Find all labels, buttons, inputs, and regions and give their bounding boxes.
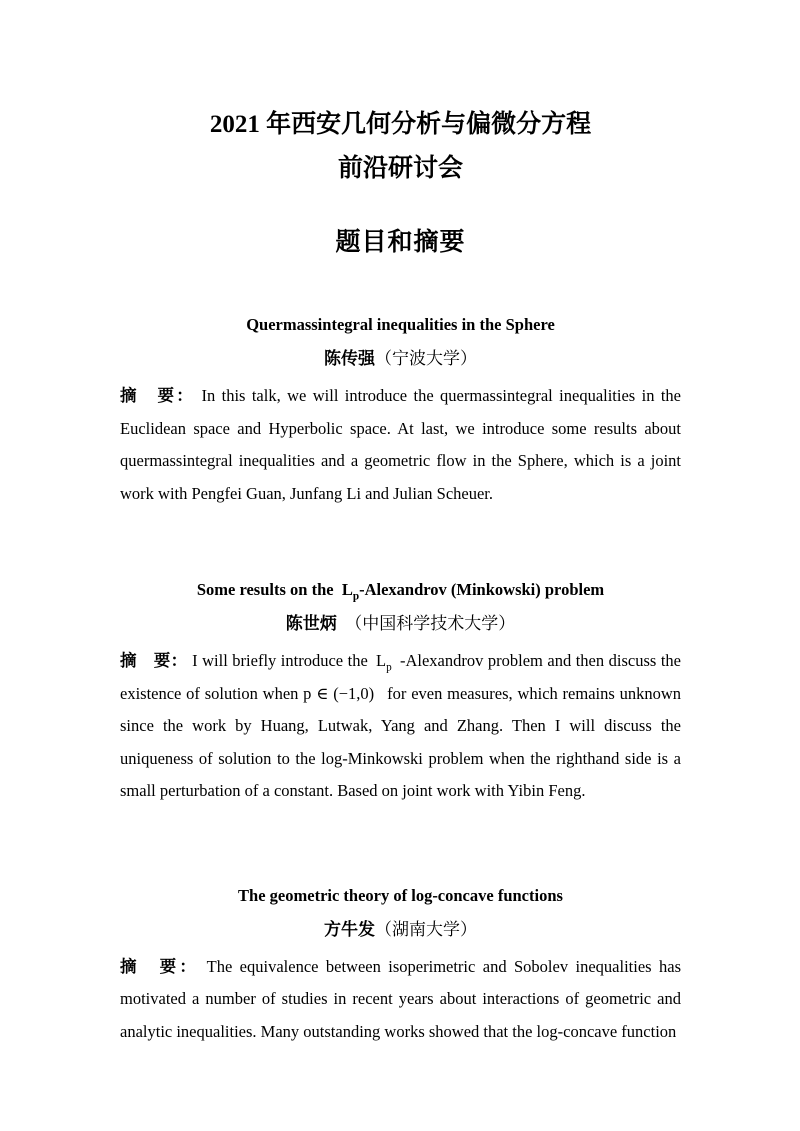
author-name: 陈世炳 [285, 614, 337, 633]
author-affiliation: （宁波大学） [375, 349, 477, 368]
section-heading: 题目和摘要 [335, 229, 466, 256]
abstract-paragraph [120, 380, 681, 510]
document-title-line1: 2021 年西安几何分析与偏微分方程 [209, 111, 592, 138]
abstract-label: 摘 要： [120, 956, 207, 976]
abstract-text: The equivalence between isoperimetric and Sobolev inequalities has motivated a number of studies in recent years about interactions of geometric and analytic inequalities. Many outstanding works showed that the log-concave function [120, 956, 681, 1041]
abstract-label: 摘 要： [120, 386, 202, 405]
author-name: 陈传强 [324, 349, 375, 368]
talk-title-subscript: p [352, 590, 360, 603]
abstract-text: In this talk, we will introduce the quermassintegral inequalities in the Euclidean space and Hyperbolic space. At last, we introduce some results about quermassintegral inequalities and a geometric flow in the Sphere, which is a joint work with Pengfei Guan, Junfang Li and Julian Scheuer. [120, 386, 682, 503]
abstract-paragraph [120, 645, 681, 808]
talk-author-line [120, 613, 681, 635]
document-title-line2: 前沿研讨会 [337, 155, 463, 182]
abstract-entry-3 [120, 886, 681, 1049]
abstract-text-pre: I will briefly introduce the L [192, 651, 387, 670]
author-affiliation: （中国科学技术大学） [336, 614, 516, 633]
talk-title [120, 580, 681, 603]
abstract-text-post: -Alexandrov problem and then discuss the existence of solution when p ∈ (−1,0) for even measures, which remains unknown since the work by Huang, Lutwak, Yang and Zhang. Then I will discuss the uniqueness of solution to the log-Minkowski problem when the righthand side is a small perturbation of a constant. Based on joint work with Yibin Feng. [120, 651, 681, 800]
talk-title-pre: Some results on the L [196, 580, 353, 599]
talk-author-line [120, 919, 681, 941]
talk-title: The geometric theory of log-concave functions [238, 885, 563, 905]
abstract-entry-1 [120, 315, 681, 510]
talk-title-post: -Alexandrov (Minkowski) problem [359, 580, 605, 599]
document-title [120, 103, 681, 191]
abstract-label: 摘 要： [120, 651, 193, 670]
abstract-paragraph [120, 951, 681, 1049]
abstract-text-subscript: p [386, 661, 392, 674]
abstract-entry-2 [120, 580, 681, 808]
author-name: 方牛发 [324, 919, 375, 939]
talk-author-line [120, 348, 681, 370]
talk-title: Quermassintegral inequalities in the Sphere [246, 315, 555, 334]
author-affiliation: （湖南大学） [375, 919, 477, 939]
